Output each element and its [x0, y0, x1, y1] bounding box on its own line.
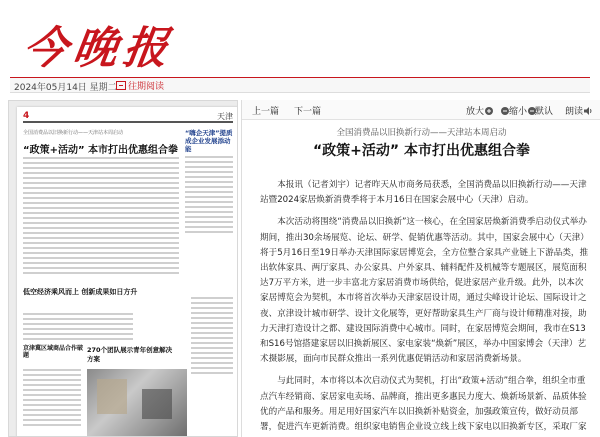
- zoom-in-icon: [485, 107, 493, 115]
- date-bar: [10, 77, 590, 93]
- article-title: “政策+活动” 本市打出优惠组合拳: [312, 143, 530, 159]
- default-size-button[interactable]: [535, 104, 553, 117]
- read-aloud-button[interactable]: [565, 104, 593, 117]
- thumbnail-body-lines-2: [23, 313, 133, 343]
- article-kicker: 全国消费品以旧换新行动——天津站本周启动: [336, 128, 507, 138]
- read-aloud-label: 朗读: [565, 107, 584, 117]
- previous-article-button[interactable]: 上一篇: [252, 107, 280, 117]
- calendar-icon: [116, 81, 126, 90]
- article-paragraph: 本报讯（记者刘宇）记者昨天从市商务局获悉，全国消费品以旧换新行动——天津站暨2024家居焕新消费季将于本月16日在国家会展中心（天津）启动。: [260, 180, 587, 206]
- page-thumbnail-pane: [8, 100, 238, 437]
- thumbnail-side-title[interactable]: “嗨企天津”提质成企业发展添动能: [185, 129, 233, 153]
- zoom-out-label: 缩小: [509, 107, 528, 117]
- thumbnail-subheadline-1[interactable]: 低空经济乘风而上 创新成果如日方升: [23, 288, 138, 296]
- page-section: 天津: [217, 112, 233, 121]
- zoom-in-button[interactable]: [466, 104, 493, 117]
- zoom-out-button[interactable]: [500, 104, 536, 117]
- issue-date: 2024年05月14日 星期二: [14, 83, 117, 93]
- thumbnail-body-lines: [23, 157, 179, 277]
- article-pane: [241, 100, 600, 437]
- page-header: [23, 113, 233, 123]
- speaker-icon: [584, 107, 593, 115]
- thumbnail-subheadline-3[interactable]: 京津冀区域商品合作破题: [23, 345, 84, 359]
- thumbnail-photo: [87, 369, 187, 437]
- newspaper-logo: 今晚报: [19, 23, 177, 74]
- thumbnail-subheadline-4[interactable]: 270个团队展示青年创意解决方案: [87, 346, 173, 363]
- default-size-label: 默认: [535, 107, 554, 117]
- article-paragraph: 与此同时，本市将以本次启动仪式为契机，打出“政策+活动”组合拳，组织全市重点汽车经销商、家居家电卖场、品牌商，推出更多惠民力度大、焕新场景新、品质体验优的产品和服务。用足用好国家汽车以旧换新补贴资金，加强政策宣传，做好动员部署，促进汽车更新消费。组织家电销售企业设立线上线下家电以旧换新专区，采取厂家: [260, 376, 587, 433]
- thumbnail-side-column: [185, 129, 233, 236]
- article-body: [260, 178, 590, 437]
- article-paragraph: 本次活动将围绕“消费品以旧换新”这一核心，在全国家居焕新消费季启动仪式举办期间，推出30余场展览、论坛、研学、促销优惠等活动。其中，国家会展中心（天津）将于5月16日至19日举办天津国际家居博览会，全方位整合家具产业链上下游品类，推出软体家具、两厅家具、办公家具、户外家具、辅料配件及机械等专题展区，展览面积达7万平方米，进一步丰富北方家居消费市场供给，促进家居产业升级。此外，以本次家居博览会为契机，本市将首次举办天津家居设计周，通过尖峰设计论坛、国际设计之夜、京津设计城市研学、设计文化展等，更好帮助家具生产厂商与设计师精准对接，助力天津打造设计之都、建设国际消费中心城市。同时，在家居博览会期间，我市在S13和S16号馆搭建家居以旧换新展区、家电家装“焕新”展区，举办中国家博会（天津）艺术摄影展，面向市民群众推出一系列优惠促销活动和家居消费新场景。: [260, 217, 589, 365]
- page-number: 4: [23, 111, 30, 121]
- masthead: [0, 0, 600, 95]
- article-content: [242, 120, 600, 437]
- thumbnail-headline[interactable]: “政策+活动” 本市打出优惠组合拳: [23, 145, 179, 156]
- past-issues-label: 往期阅读: [128, 82, 165, 92]
- zoom-in-label: 放大: [466, 107, 485, 117]
- article-toolbar: [242, 100, 600, 120]
- thumbnail-kicker: 全国消费品以旧换新行动——天津站本周启动: [23, 130, 124, 136]
- past-issues-link[interactable]: [116, 79, 164, 92]
- next-article-button[interactable]: 下一篇: [294, 107, 322, 117]
- thumbnail-body-lines-3: [23, 369, 81, 429]
- zoom-out-icon: [501, 107, 509, 115]
- thumbnail-body-lines-4: [191, 297, 233, 377]
- newspaper-page-thumbnail[interactable]: [17, 107, 238, 437]
